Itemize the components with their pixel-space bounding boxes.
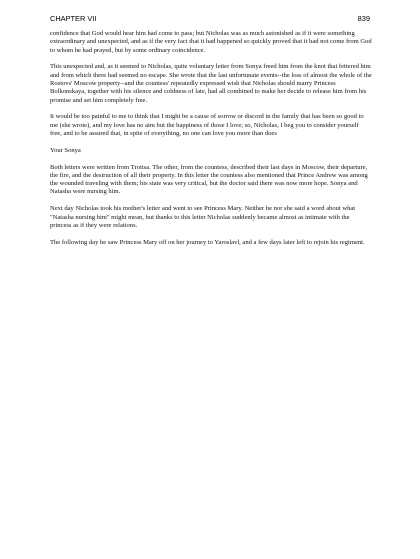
page-header <box>50 14 370 26</box>
page-number: 839 <box>357 14 370 23</box>
paragraph: Next day Nicholas took his mother's letter and went to see Princess Mary. Neither he nor she said a word about what "Natasha nursing him" might mean, but thanks to this letter Nicholas suddenly became almost as intimate with the princess as if they were relations. <box>50 205 356 229</box>
paragraph: This unexpected and, as it seemed to Nicholas, quite voluntary letter from Sonya freed him from the knot that fettered him and from which there had seemed no escape. She wrote that the last unfortunate events--the loss of almost the whole of the Rostovs' Moscow property--and the countess' repeatedly expressed wish that Nicholas should marry Princess Bolkonskaya, together with his silence and coldness of late, had all combined to make her decide to release him from his promise and set him completely free. <box>50 63 372 104</box>
paragraph: Both letters were written from Troitsa. The other, from the countess, described their last days in Moscow, their departure, the fire, and the destruction of all their property. In this letter the countess also mentioned that Prince Andrew was among the wounded traveling with them; his state was very critical, but the doctor said there was now more hope. Sonya and Natasha were nursing him. <box>50 163 368 196</box>
paragraph: confidence that God would hear him had come to pass; but Nicholas was as much astonished as if it were something extraordinary and unexpected, and as if the very fact that it had happened so quickly proved that it had not come from God to whom he had prayed, but by some ordinary coincidence. <box>50 30 372 54</box>
signature-line: Your Sonya <box>50 146 81 154</box>
paragraph: It would be too painful to me to think that I might be a cause of sorrow or discord in the family that has been so good to me (she wrote), and my love has no aim but the happiness of those I love; so, Nicholas, I beg you to consider yourself free, and to be assured that, in spite of everything, no one can love you more than does <box>50 113 364 137</box>
body-text <box>50 30 372 255</box>
paragraph: The following day he saw Princess Mary off on her journey to Yaroslavl, and a few days later left to rejoin his regiment. <box>50 238 365 246</box>
chapter-title: CHAPTER VII <box>50 14 97 23</box>
